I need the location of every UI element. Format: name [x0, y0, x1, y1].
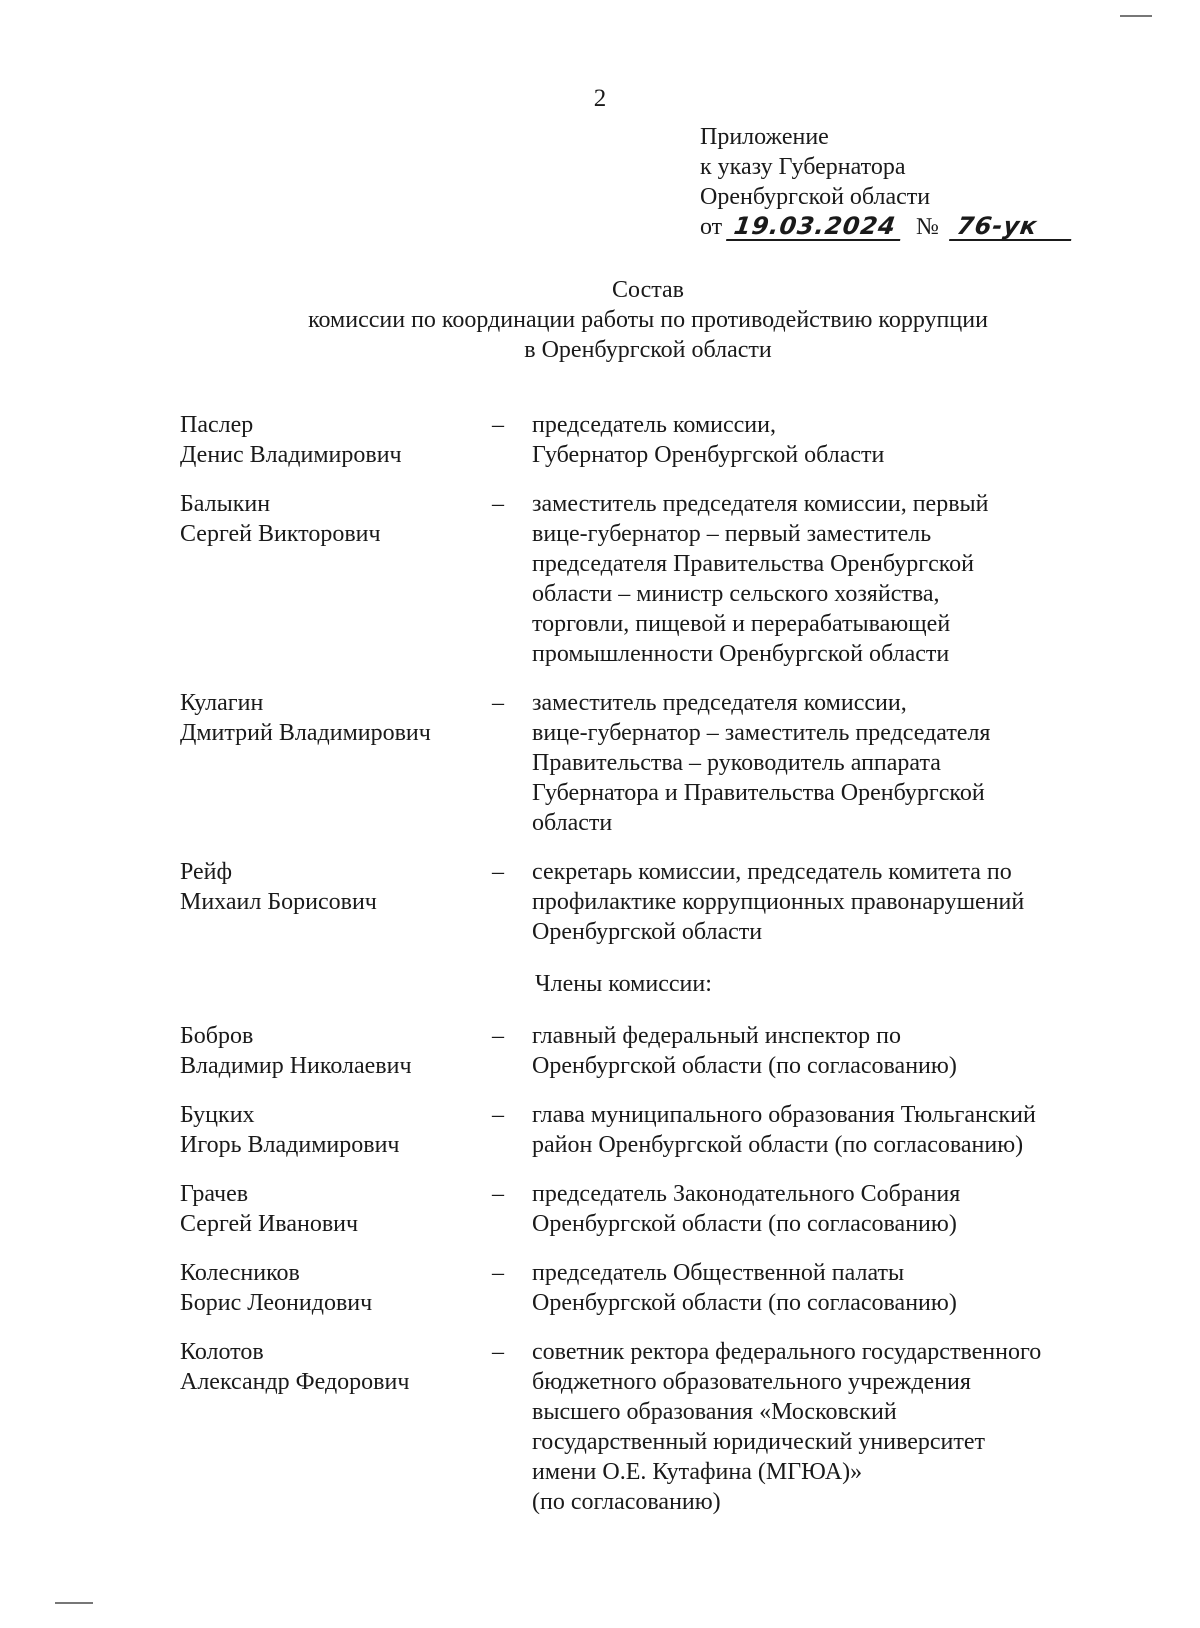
member-dash: –	[492, 1023, 504, 1049]
title-line: в Оренбургской области	[524, 337, 772, 363]
member-role: секретарь комиссии, председатель комитета по профилактике коррупционных правонарушений Оренбургской области	[532, 859, 1025, 945]
member-name: Колесников Борис Леонидович	[180, 1260, 373, 1316]
member-dash: –	[492, 859, 504, 885]
member-row	[180, 1100, 1080, 1160]
member-role: советник ректора федерального государственного бюджетного образовательного учреждения высшего образования «Московский государственный юридический университет имени О.Е. Кутафина (МГЮА)» (по согласованию)	[532, 1339, 1042, 1515]
title-line: Состав	[611, 277, 685, 303]
date-prefix: от	[700, 214, 723, 240]
scan-edge-mark	[55, 1602, 93, 1604]
handwritten-date: 19.03.2024	[726, 213, 904, 241]
commission-list	[180, 410, 1080, 1517]
member-name: Рейф Михаил Борисович	[180, 859, 377, 915]
member-role: председатель Общественной палаты Оренбургской области (по согласованию)	[532, 1260, 957, 1316]
appendix-header	[700, 122, 1160, 242]
member-role: заместитель председателя комиссии, первый вице-губернатор – первый заместитель председателя Правительства Оренбургской области – министр сельского хозяйства, торговли, пищевой и перерабатывающей промышленности Оренбургской области	[532, 491, 989, 667]
member-dash: –	[492, 1102, 504, 1128]
member-role: глава муниципального образования Тюльганский район Оренбургской области (по согласованию)	[532, 1102, 1036, 1158]
leadership-list	[180, 410, 1080, 947]
appendix-line: к указу Губернатора	[700, 154, 906, 180]
member-row	[180, 1337, 1080, 1517]
appendix-date-line	[700, 212, 1160, 242]
appendix-line: Приложение	[700, 124, 829, 150]
member-row	[180, 688, 1080, 838]
member-name: Буцких Игорь Владимирович	[180, 1102, 400, 1158]
page-number: 2	[593, 85, 607, 112]
member-dash: –	[492, 1339, 504, 1365]
member-name: Бобров Владимир Николаевич	[180, 1023, 412, 1079]
member-row	[180, 1021, 1080, 1081]
member-name: Кулагин Дмитрий Владимирович	[180, 690, 431, 746]
members-heading: Члены комиссии:	[535, 971, 712, 997]
member-dash: –	[492, 690, 504, 716]
member-row	[180, 489, 1080, 669]
scan-edge-mark	[1120, 15, 1152, 17]
appendix-line: Оренбургской области	[700, 184, 931, 210]
member-role: председатель Законодательного Собрания Оренбургской области (по согласованию)	[532, 1181, 961, 1237]
document-title	[0, 275, 1200, 365]
member-role: заместитель председателя комиссии, вице-губернатор – заместитель председателя Правительства – руководитель аппарата Губернатора и Правительства Оренбургской области	[532, 690, 991, 836]
member-row	[180, 1179, 1080, 1239]
member-name: Грачев Сергей Иванович	[180, 1181, 359, 1237]
number-sign: №	[916, 214, 939, 240]
member-row	[180, 1258, 1080, 1318]
member-name: Паслер Денис Владимирович	[180, 412, 402, 468]
member-name: Колотов Александр Федорович	[180, 1339, 410, 1395]
title-line: комиссии по координации работы по противодействию коррупции	[308, 307, 988, 333]
member-dash: –	[492, 1260, 504, 1286]
member-row	[180, 857, 1080, 947]
member-dash: –	[492, 1181, 504, 1207]
member-dash: –	[492, 412, 504, 438]
handwritten-number: 76-ук	[949, 213, 1075, 241]
member-row	[180, 410, 1080, 470]
member-name: Балыкин Сергей Викторович	[180, 491, 381, 547]
member-role: председатель комиссии, Губернатор Оренбургской области	[532, 412, 885, 468]
member-role: главный федеральный инспектор по Оренбургской области (по согласованию)	[532, 1023, 957, 1079]
member-dash: –	[492, 491, 504, 517]
members-list	[180, 1021, 1080, 1517]
